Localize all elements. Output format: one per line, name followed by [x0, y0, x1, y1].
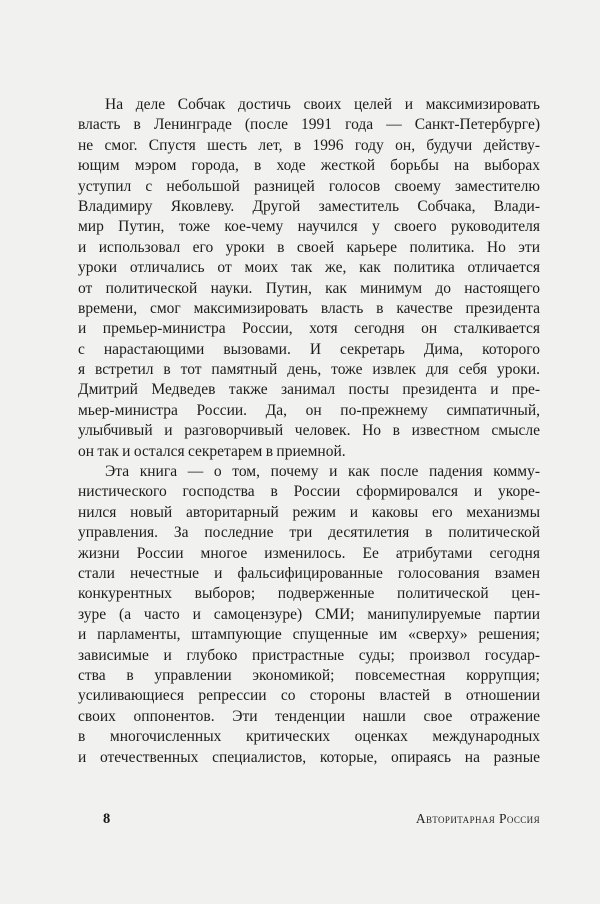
text-line: и парламенты, штампующие спущенные им «сверху» решения; — [78, 626, 540, 644]
text-line: стали нечестные и фальсифицированные голосования взамен — [78, 564, 540, 582]
text-line: мьер-министра России. Да, он по-прежнему симпатичный, — [78, 401, 540, 419]
text-line: не смог. Спустя шесть лет, в 1996 году он, будучи действу- — [78, 136, 540, 154]
text-line: мир Путин, тоже кое-чему научился у своего руководителя — [78, 218, 540, 236]
page-text — [78, 95, 540, 768]
text-line: нистического господства в России сформировался и укоре- — [78, 483, 540, 501]
text-line: уступил с небольшой разницей голосов своему заместителю — [78, 177, 540, 195]
text-line: власть в Ленинграде (после 1991 года — Санкт-Петербурге) — [78, 116, 540, 134]
text-line: усиливающиеся репрессии со стороны властей в отношении — [78, 687, 540, 705]
text-line: Владимиру Яковлеву. Другой заместитель Собчака, Влади- — [78, 197, 540, 215]
text-line: и использовал его уроки в своей карьере политика. Но эти — [78, 238, 540, 256]
paragraph — [78, 95, 540, 462]
text-line: жизни России многое изменилось. Ее атрибутами сегодня — [78, 544, 540, 562]
page-footer — [78, 811, 540, 831]
text-line: зуре (а часто и самоцензуре) СМИ; манипулируемые партии — [78, 605, 540, 623]
text-line: и премьер-министра России, хотя сегодня он сталкивается — [78, 320, 540, 338]
text-line: Дмитрий Медведев также занимал посты президента и пре- — [78, 381, 540, 399]
text-line: ющим мэром города, в ходе жесткой борьбы на выборах — [78, 157, 540, 175]
running-title: Авторитарная Россия — [415, 811, 540, 826]
text-line: он так и остался секретарем в приемной. — [78, 442, 346, 460]
text-line: улыбчивый и разговорчивый человек. Но в известном смысле — [78, 422, 540, 440]
paragraph — [78, 462, 540, 768]
text-line: я встретил в тот памятный день, тоже извлек для себя уроки. — [78, 361, 540, 379]
page-number: 8 — [103, 811, 111, 827]
text-line: от политической науки. Путин, как минимум до настоящего — [78, 279, 540, 297]
text-line: в многочисленных критических оценках международных — [78, 728, 540, 746]
text-line: уроки отличались от моих так же, как политика отличается — [78, 259, 540, 277]
text-line: ства в управлении экономикой; повсеместная коррупция; — [78, 666, 540, 684]
text-line: и отечественных специалистов, которые, опираясь на разные — [78, 748, 540, 766]
text-line: нился новый авторитарный режим и каковы его механизмы — [78, 503, 540, 521]
text-line: Эта книга — о том, почему и как после падения комму- — [105, 463, 540, 481]
text-line: времени, смог максимизировать власть в качестве президента — [78, 299, 540, 317]
text-line: зависимые и глубоко пристрастные суды; произвол государ- — [78, 646, 540, 664]
text-line: своих оппонентов. Эти тенденции нашли свое отражение — [78, 707, 540, 725]
text-line: с нарастающими вызовами. И секретарь Дима, которого — [78, 340, 540, 358]
text-line: управления. За последние три десятилетия в политической — [78, 524, 540, 542]
text-line: конкурентных выборов; подверженные политической цен- — [78, 585, 540, 603]
text-line: На деле Собчак достичь своих целей и максимизировать — [105, 96, 540, 113]
